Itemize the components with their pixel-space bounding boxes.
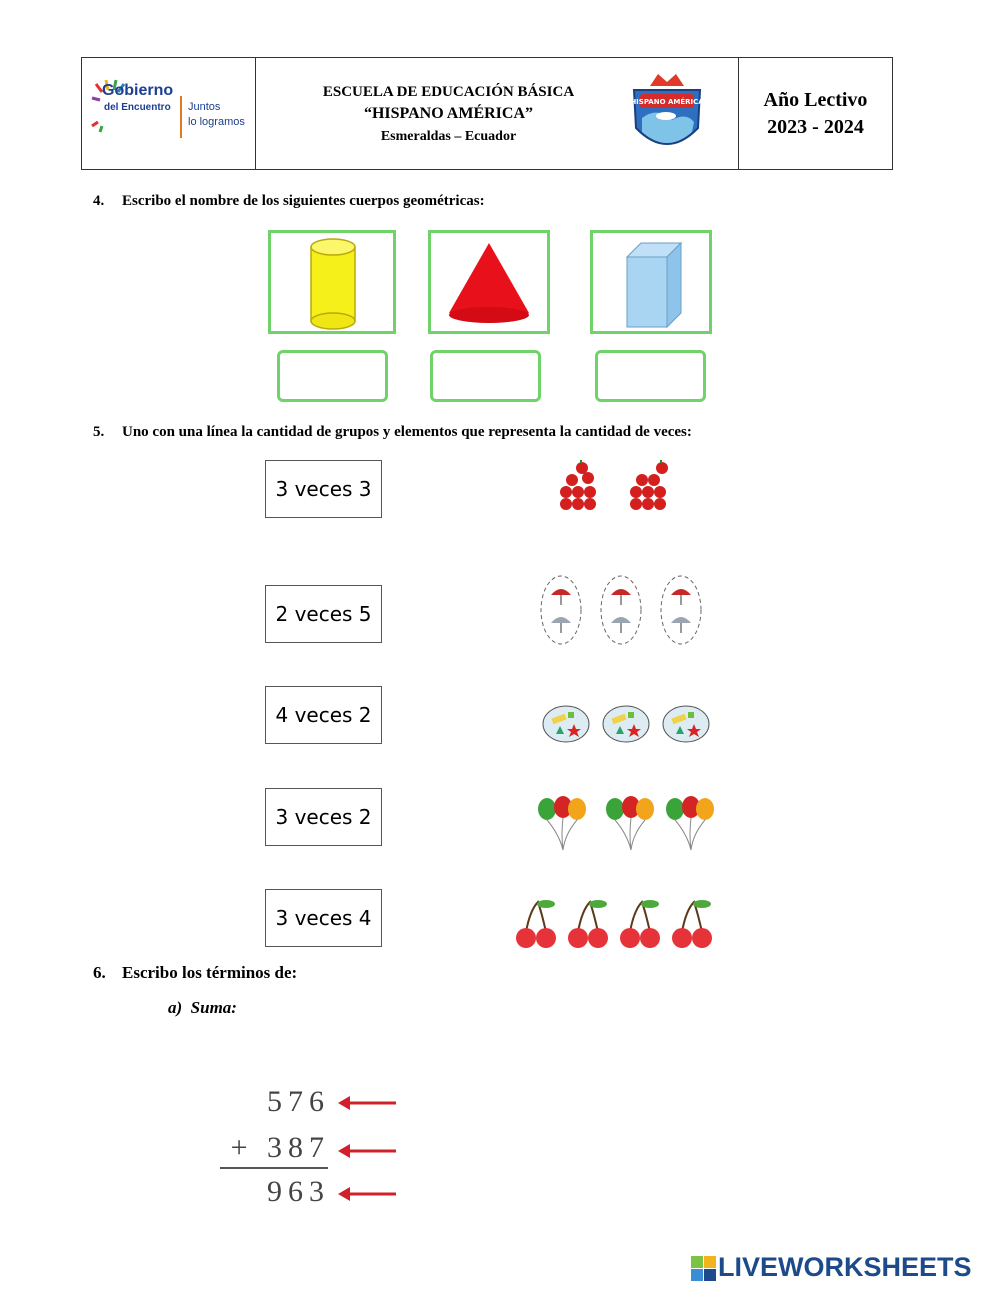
cylinder-box — [268, 230, 396, 334]
cone-box — [428, 230, 550, 334]
veces-label-5[interactable]: 3 veces 4 — [265, 889, 382, 947]
veces-label-3[interactable]: 4 veces 2 — [265, 686, 382, 744]
question-6 — [93, 963, 297, 983]
question-5 — [93, 424, 692, 441]
veces-label-1[interactable]: 3 veces 3 — [265, 460, 382, 518]
cherries-picture[interactable] — [512, 896, 722, 952]
sum-result: 963 — [267, 1175, 330, 1208]
answer-input-cylinder[interactable] — [277, 350, 388, 402]
question-6-number: 6. — [93, 963, 106, 982]
question-5-number: 5. — [93, 424, 105, 440]
answer-input-cone[interactable] — [430, 350, 541, 402]
school-year — [739, 58, 892, 169]
school-location: Esmeraldas – Ecuador — [380, 129, 517, 144]
prism-box — [590, 230, 712, 334]
cone-icon — [431, 233, 547, 331]
year-label: Año Lectivo — [763, 89, 868, 111]
liveworksheets-logo-icon — [691, 1256, 717, 1282]
arrow-left-icon — [338, 1093, 400, 1113]
balloons-picture[interactable] — [535, 794, 720, 852]
addend-1: 576 — [267, 1085, 330, 1118]
school-crest-icon — [628, 68, 706, 160]
school-name-line2: “HISPANO AMÉRICA” — [363, 105, 534, 122]
shapes-plates-picture[interactable] — [540, 702, 712, 746]
veces-label-2[interactable]: 2 veces 5 — [265, 585, 382, 643]
slogan-line1: Juntos — [188, 101, 221, 113]
question-6-text: Escribo los términos de: — [122, 963, 298, 982]
gobierno-logo — [82, 58, 256, 169]
umbrellas-picture[interactable] — [535, 573, 705, 649]
slogan-line2: lo logramos — [188, 116, 245, 128]
header-table — [81, 57, 893, 170]
logo-title: Gobierno — [102, 82, 174, 99]
sum-line — [220, 1167, 328, 1169]
arrow-left-icon — [338, 1184, 400, 1204]
question-4 — [93, 193, 485, 210]
question-6a-text: Suma: — [190, 998, 237, 1017]
question-5-text: Uno con una línea la cantidad de grupos y elementos que representa la cantidad de veces: — [122, 424, 692, 440]
addend-2: + 387 — [230, 1131, 330, 1164]
question-4-text: Escribo el nombre de los siguientes cuerpos geométricas: — [122, 193, 485, 209]
logo-divider — [180, 96, 182, 138]
apples-picture[interactable] — [552, 460, 682, 515]
rectangular-prism-icon — [593, 233, 709, 331]
question-6a-label: a) — [168, 998, 183, 1017]
question-4-number: 4. — [93, 193, 105, 209]
year-value: 2023 - 2024 — [767, 116, 864, 138]
school-name-line1: ESCUELA DE EDUCACIÓN BÁSICA — [322, 84, 575, 100]
brand-name: LIVEWORKSHEETS — [718, 1252, 972, 1282]
cylinder-icon — [271, 233, 393, 331]
school-info — [256, 58, 739, 169]
logo-subtitle: del Encuentro — [104, 102, 171, 113]
crest-label: HISPANO AMÉRICA — [630, 98, 704, 106]
veces-label-4[interactable]: 3 veces 2 — [265, 788, 382, 846]
arrow-left-icon — [338, 1141, 400, 1161]
answer-input-prism[interactable] — [595, 350, 706, 402]
question-6a — [168, 998, 237, 1018]
